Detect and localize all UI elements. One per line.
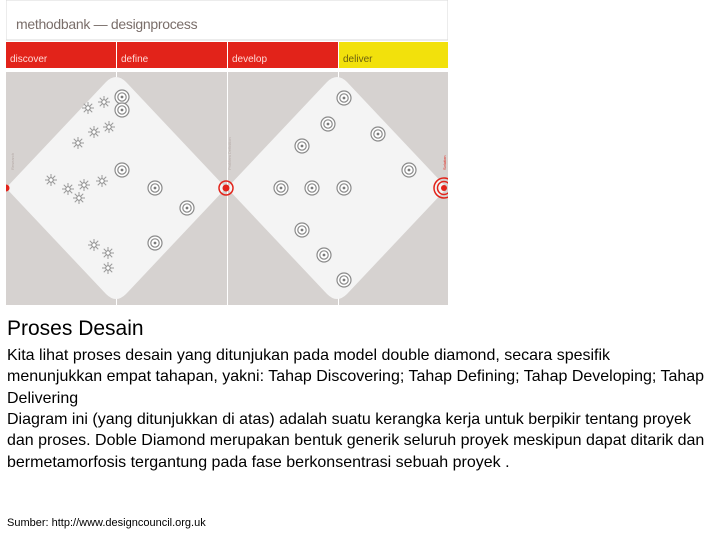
star-node: [78, 179, 90, 191]
star-node: [96, 175, 108, 187]
side-label-research: Research: [10, 152, 15, 170]
ring-node: [274, 181, 288, 195]
text-block: [7, 316, 707, 473]
ring-node: [402, 163, 416, 177]
ring-node: [115, 103, 129, 117]
star-node: [88, 126, 100, 138]
ring-node: [148, 236, 162, 250]
phase-label-define: define: [121, 54, 149, 65]
ring-node: [317, 248, 331, 262]
star-node: [73, 192, 85, 204]
phase-label-discover: discover: [10, 54, 48, 65]
star-node: [72, 137, 84, 149]
ring-node: [305, 181, 319, 195]
ring-node: [295, 139, 309, 153]
source-note: Sumber: http://www.designcouncil.org.uk: [7, 517, 206, 529]
ring-node: [115, 163, 129, 177]
double-diamond-diagram: [6, 0, 448, 305]
ring-node: [180, 201, 194, 215]
slide-title: Proses Desain: [7, 317, 144, 340]
ring-node: [148, 181, 162, 195]
ring-node: [337, 91, 351, 105]
star-node: [82, 102, 94, 114]
ring-node: [371, 127, 385, 141]
star-node: [62, 183, 74, 195]
ring-node: [295, 223, 309, 237]
star-node: [102, 262, 114, 274]
ring-node: [115, 90, 129, 104]
star-node: [98, 96, 110, 108]
star-node: [88, 239, 100, 251]
side-label-problem-definition: Problem Definition: [227, 137, 232, 170]
star-node: [102, 247, 114, 259]
paragraph-description: Diagram ini (yang ditunjukkan di atas) adalah suatu kerangka kerja untuk berpikir tentang proyek dan proses. Doble Diamond merupakan bentuk generik seluruh proyek meskipun dapat ditarik dan bermetamorfosis tergantung pada fase berkonsentrasi sebuah proyek .: [7, 411, 705, 471]
phase-label-deliver: deliver: [343, 54, 373, 65]
star-node: [45, 174, 57, 186]
ring-node: [321, 117, 335, 131]
methodbank-logo: methodbank — designprocess: [16, 16, 198, 32]
phase-label-develop: develop: [232, 54, 268, 65]
side-label-solution: Solution: [442, 155, 447, 170]
ring-node: [337, 181, 351, 195]
paragraph-intro: Kita lihat proses desain yang ditunjukan pada model double diamond, secara spesifik menunjukkan empat tahapan, yakni: Tahap Discovering; Tahap Defining; Tahap Developing; Tahap Delivering: [7, 347, 705, 407]
star-node: [103, 121, 115, 133]
ring-node: [337, 273, 351, 287]
